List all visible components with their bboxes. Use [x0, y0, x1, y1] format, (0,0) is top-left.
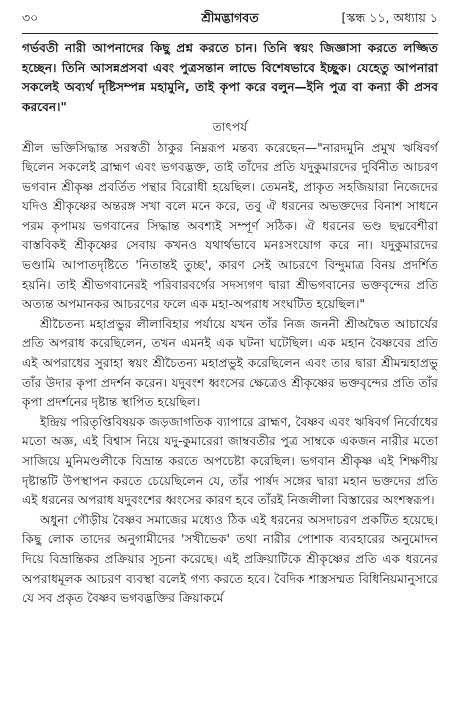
purport-heading: তাৎপর্য [212, 120, 248, 134]
page-number: ৩০ [22, 10, 39, 25]
header-rule [22, 33, 438, 34]
purport-paragraph: শ্রীল ভক্তিসিদ্ধান্ত সরস্বতী ঠাকুর নিম্নরূপ মন্তব্য করেছেন—"নারদমুনি প্রমুখ ঋষিবর্গ ছিলেন সকলেই ব্রাহ্মণ এবং ভগবদ্ভক্ত, তাই তাঁদের প্রতি যদুকুমারদের দুর্বিনীত আচরণ ভগবান শ্রীকৃষ্ণ প্রবর্তিত পন্থার বিরোধী হয়েছিল। তেমনই, প্রাকৃত সহজিয়ারা নিজেদের যদিও শ্রীকৃষ্ণের অন্তরঙ্গ সখা বলে মনে করে, তবু ঐ ধরনের অভক্তদের বিনাশ সাধনে পরম কৃপাময় ভগবানের সিদ্ধান্ত অবশ্যই সম্পূর্ণ সঠিক। ঐ ধরনের ভণ্ড ছদ্মবেশীরা বাস্তবিকই শ্রীকৃষ্ণের সেবায় কখনও যথার্থভাবে মনঃসংযোগ করে না। যদুকুমারদের ভণ্ডামি আপাতদৃষ্টিতে 'নিতান্তই তুচ্ছ', কারণ সেই আচরণে বিন্দুমাত্র বিনয় প্রদর্শিত হয়নি। তাই শ্রীভগবানেরই পরিবারবর্গের সদস্যগণ দ্বারা শ্রীভগবানের ভক্তবৃন্দের প্রতি অত্যন্ত অপমানকর আচরণের ফলে এক মহা-অপরাধ সংঘটিত হয়েছিল।" [22, 140, 438, 312]
section-reference: [স্কন্ধ ১১, অধ্যায় ১ [341, 10, 438, 25]
purport-paragraph: ইন্দ্রিয় পরিতৃপ্তিবিষয়ক জড়জাগতিক ব্যাপারে ব্রাহ্মণ, বৈষ্ণব এবং ঋষিবর্গ নির্বোধের মতো অজ্ঞ, এই বিশ্বাস নিয়ে যদু-কুমারেরা জাম্ববতীর পুত্র সাম্বকে একজন নারীর মতো সাজিয়ে মুনিমণ্ডলীকে বিভ্রান্ত করতে অপচেষ্টা করেছিল। ভগবান শ্রীকৃষ্ণ এই শিক্ষণীয় দৃষ্টান্তটি উপস্থাপন করতে চেয়েছিলেন যে, তাঁর পার্ষদ সঙ্গের দ্বারা মহান ভক্তদের প্রতি এই ধরনের অপরাধ যদুবংশের ধ্বংসের কারণ হবে তাঁরই নিজলীলা বিস্তারের অংশস্বরূপ। [22, 414, 438, 508]
book-title: শ্রীমদ্ভাগবত [201, 10, 259, 25]
purport-paragraph: অধুনা গৌড়ীয় বৈষ্ণব সমাজের মধ্যেও ঠিক এই ধরনের অসদাচরণ প্রকটিত হয়েছে। কিছু লোক তাদের অনুগামীদের 'সখীভেক' তথা নারীর পোশাক ব্যবহারের অনুমোদন দিয়ে বিভ্রান্তিকর প্রক্রিয়ার সূচনা করেছে। এই প্রক্রিয়াটিকে শ্রীকৃষ্ণের প্রতি এক ধরনের অপরাধমূলক আচরণ ব্যবস্থা বলেই গণ্য করতে হবে। বৈদিক শাস্ত্রসম্মত বিধিনিয়মানুসারে যে সব প্রকৃত বৈষ্ণব ভগবদ্ভক্তির ক্রিয়াকর্মে [22, 512, 438, 606]
running-header [22, 8, 438, 30]
purport-paragraph: শ্রীচৈতন্য মহাপ্রভুর লীলাবিহার পর্যায়ে যখন তাঁর নিজ জননী শ্রীঅদ্বৈত আচার্যের প্রতি অপরাধ করেছিলেন, তখন এমনই এক ঘটনা ঘটেছিল। এক মহান বৈষ্ণবের প্রতি এই অপরাধের সুরাহা স্বয়ং শ্রীচৈতন্য মহাপ্রভুই করেছিলেন এবং তার দ্বারা শ্রীমন্মহাপ্রভু তাঁর উদার কৃপা প্রদর্শন করেন। যদুবংশ ধ্বংসের ক্ষেত্রেও শ্রীকৃষ্ণের ভক্তবৃন্দের প্রতি তাঁর কৃপা প্রদর্শনের দৃষ্টান্ত স্থাপিত হয়েছিল। [22, 316, 438, 410]
verse-translation: গর্ভবতী নারী আপনাদের কিছু প্রশ্ন করতে চান। তিনি স্বয়ং জিজ্ঞাসা করতে লজ্জিত হচ্ছেন। তিনি আসন্নপ্রসবা এবং পুত্রসন্তান লাভে বিশেষভাবে ইচ্ছুক। যেহেতু আপনারা সকলেই অব্যর্থ দৃষ্টিসম্পন্ন মহামুনি, তাই কৃপা করে বলুন—ইনি পুত্র বা কন্যা কী প্রসব করবেন।" [22, 41, 438, 114]
